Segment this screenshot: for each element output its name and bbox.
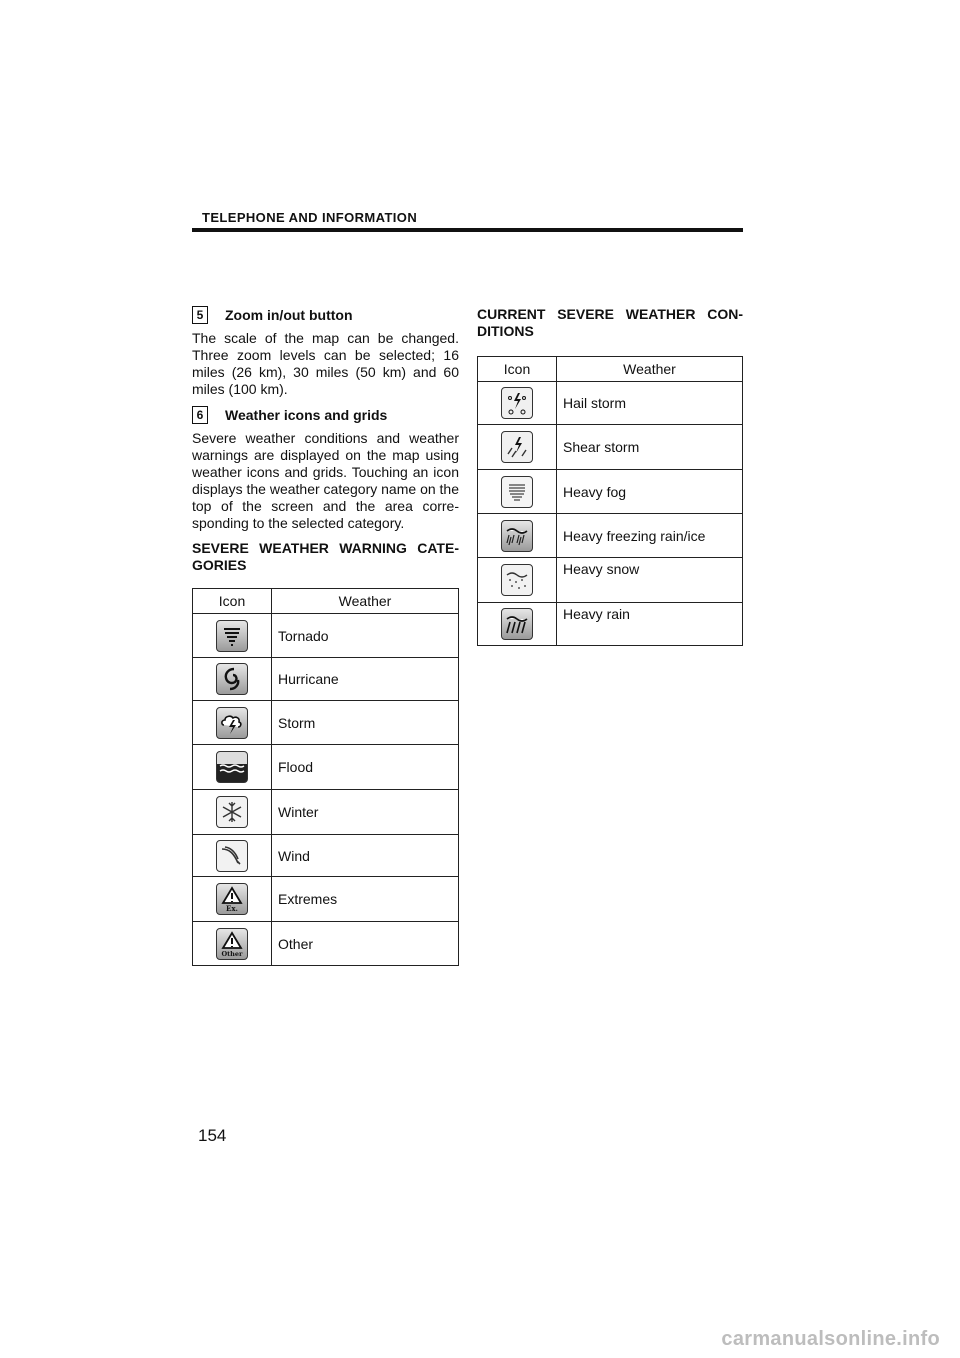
storm-icon xyxy=(216,707,248,739)
table-row xyxy=(193,745,459,790)
table-row xyxy=(193,877,459,922)
section-6-heading xyxy=(192,406,459,424)
table-row xyxy=(478,603,743,646)
flood-icon xyxy=(216,751,248,783)
section-5-body: The scale of the map can be changed. Three zoom levels can be selected; 16 miles (26 km), 30 miles (50 km) and 60 miles (100 km). xyxy=(192,330,459,397)
table-row xyxy=(478,558,743,603)
heavy-snow-icon xyxy=(501,564,533,596)
weather-label: Other xyxy=(272,922,459,966)
left-column xyxy=(192,306,459,966)
weather-label: Heavy freezing rain/ice xyxy=(557,514,743,558)
svg-text:Other: Other xyxy=(221,949,243,958)
section-5-number: 5 xyxy=(192,306,208,324)
warning-categories-heading: SEVERE WEATHER WARNING CATE-GORIES xyxy=(192,540,459,573)
watermark: carmanualsonline.info xyxy=(721,1328,940,1350)
icon-column-header: Icon xyxy=(478,357,557,382)
winter-icon xyxy=(216,796,248,828)
weather-column-header: Weather xyxy=(557,357,743,382)
weather-label: Shear storm xyxy=(557,425,743,470)
section-6-body: Severe weather conditions and weather warnings are displayed on the map using weather icons and grids. Touching an icon displays the weather category name on the top of the screen and the area corre-sponding to the selected category. xyxy=(192,430,459,531)
table-row xyxy=(478,514,743,558)
table-row xyxy=(478,382,743,425)
weather-label: Storm xyxy=(272,701,459,745)
heavy-fog-icon xyxy=(501,476,533,508)
weather-label: Heavy snow xyxy=(557,558,743,603)
weather-label: Flood xyxy=(272,745,459,790)
table-header-row xyxy=(193,589,459,614)
current-conditions-heading: CURRENT SEVERE WEATHER CON-DITIONS xyxy=(477,306,743,339)
header-rule xyxy=(192,228,743,232)
weather-label: Extremes xyxy=(272,877,459,922)
table-header-row xyxy=(478,357,743,382)
heavy-freezing-rain-icon xyxy=(501,520,533,552)
warning-categories-table xyxy=(192,588,459,966)
wind-icon xyxy=(216,840,248,872)
weather-column-header: Weather xyxy=(272,589,459,614)
table-row xyxy=(478,470,743,514)
table-row xyxy=(193,658,459,701)
extremes-icon xyxy=(216,883,248,915)
table-row xyxy=(193,835,459,877)
section-5-title: Zoom in/out button xyxy=(225,307,353,323)
section-6-number: 6 xyxy=(192,406,208,424)
weather-label: Winter xyxy=(272,790,459,835)
table-row xyxy=(193,922,459,966)
svg-text:Ex.: Ex. xyxy=(226,904,238,913)
weather-label: Hurricane xyxy=(272,658,459,701)
section-5-heading xyxy=(192,306,459,324)
weather-label: Tornado xyxy=(272,614,459,658)
weather-label: Hail storm xyxy=(557,382,743,425)
table-row xyxy=(193,701,459,745)
tornado-icon xyxy=(216,620,248,652)
weather-label: Heavy fog xyxy=(557,470,743,514)
table-row xyxy=(478,425,743,470)
icon-column-header: Icon xyxy=(193,589,272,614)
page-header-title: TELEPHONE AND INFORMATION xyxy=(202,210,418,225)
shear-storm-icon xyxy=(501,431,533,463)
table-row xyxy=(193,614,459,658)
hail-storm-icon xyxy=(501,387,533,419)
heavy-rain-icon xyxy=(501,608,533,640)
weather-label: Wind xyxy=(272,835,459,877)
section-6-title: Weather icons and grids xyxy=(225,407,388,423)
table-row xyxy=(193,790,459,835)
right-column xyxy=(477,306,743,646)
page-number: 154 xyxy=(198,1126,227,1145)
other-icon xyxy=(216,928,248,960)
current-conditions-table xyxy=(477,356,743,646)
hurricane-icon xyxy=(216,663,248,695)
weather-label: Heavy rain xyxy=(557,603,743,646)
